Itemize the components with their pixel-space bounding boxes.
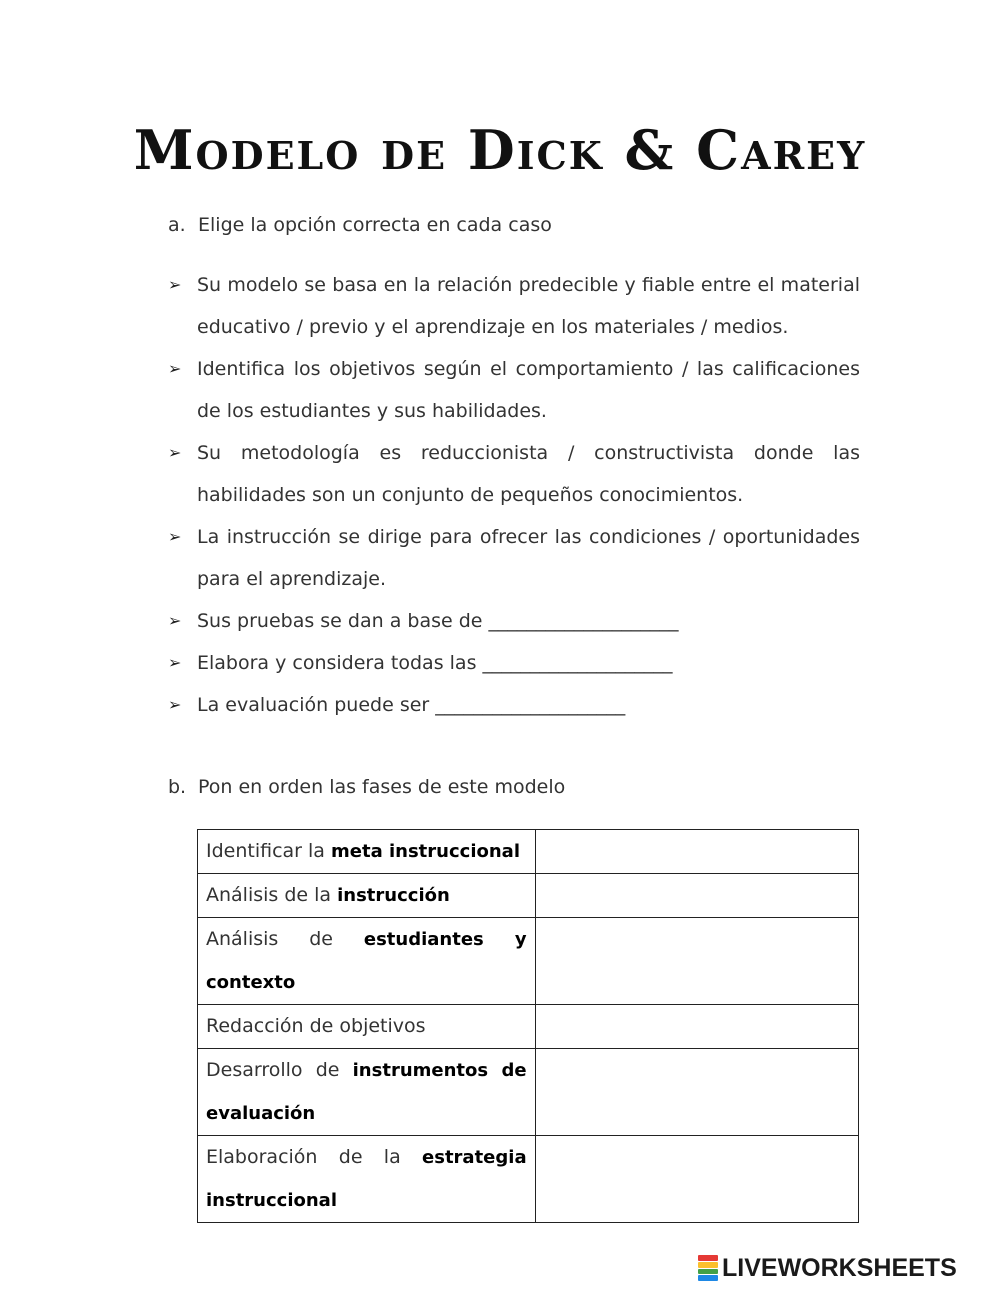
table-row [198,918,859,1005]
answer-cell[interactable] [535,830,858,874]
phase-text: Desarrollo de [206,1059,353,1081]
phase-keyword: meta instruccional [331,841,520,862]
question-text[interactable]: La instrucción se dirige para ofrecer las condiciones / oportunidades para el aprendizaje. [197,526,860,590]
arrow-bullet-icon: ➢ [168,527,182,546]
section-b-label: b. [168,776,187,798]
table-row [198,1136,859,1223]
list-item [168,642,860,684]
worksheet-title: Modelo de Dick & Carey [133,118,867,182]
arrow-bullet-icon: ➢ [168,611,182,630]
phase-keyword: instrucción [337,885,450,906]
arrow-bullet-icon: ➢ [168,359,182,378]
arrow-bullet-icon: ➢ [168,695,182,714]
answer-cell[interactable] [535,1005,858,1049]
phase-cell [198,918,536,1005]
logo-block [698,1275,718,1281]
fill-blank-question[interactable]: Elabora y considera todas las ____________________ [197,652,673,674]
answer-cell[interactable] [535,1136,858,1223]
logo-block [698,1262,718,1268]
phase-text: Elaboración de la [206,1146,423,1168]
question-text[interactable]: Su modelo se basa en la relación predecible y fiable entre el material educativo / previo y el aprendizaje en los materiales / medios. [197,274,860,338]
section-a-heading [168,214,552,236]
table-row [198,830,859,874]
list-item [168,600,860,642]
question-text[interactable]: Identifica los objetivos según el comportamiento / las calificaciones de los estudiantes y sus habilidades. [197,358,860,422]
answer-cell[interactable] [535,1049,858,1136]
table-row [198,1049,859,1136]
section-a-instruction: Elige la opción correcta en cada caso [198,214,552,236]
logo-block [698,1269,718,1275]
list-item [168,516,860,600]
arrow-bullet-icon: ➢ [168,275,182,294]
list-item [168,348,860,432]
arrow-bullet-icon: ➢ [168,653,182,672]
answer-cell[interactable] [535,918,858,1005]
fill-blank-question[interactable]: La evaluación puede ser ____________________ [197,694,626,716]
phase-keyword: estrategia instruccional [206,1147,527,1211]
liveworksheets-logo [698,1254,957,1282]
question-list [168,264,860,726]
table-row [198,1005,859,1049]
phase-text: Análisis de [206,928,364,950]
phase-cell [198,830,536,874]
question-text[interactable]: Su metodología es reduccionista / constructivista donde las habilidades son un conjunto de pequeños conocimientos. [197,442,860,506]
section-b-instruction: Pon en orden las fases de este modelo [198,776,566,798]
fill-blank-question[interactable]: Sus pruebas se dan a base de ____________________ [197,610,679,632]
section-a-label: a. [168,214,186,236]
arrow-bullet-icon: ➢ [168,443,182,462]
logo-text: LIVEWORKSHEETS [722,1253,957,1282]
list-item [168,264,860,348]
phase-text: Identificar la [206,840,331,862]
list-item [168,432,860,516]
phase-cell [198,1049,536,1136]
phase-cell [198,1136,536,1223]
phase-text: Redacción de objetivos [206,1015,426,1037]
phase-keyword: estudiantes y contexto [206,929,527,993]
phase-cell [198,874,536,918]
logo-block [698,1255,718,1261]
answer-cell[interactable] [535,874,858,918]
phase-cell [198,1005,536,1049]
phase-text: Análisis de la [206,884,338,906]
phase-keyword: instrumentos de evaluación [206,1060,527,1124]
section-b-heading [168,776,565,798]
logo-blocks-icon [698,1255,718,1281]
table-row [198,874,859,918]
phases-table [197,829,859,1223]
list-item [168,684,860,726]
